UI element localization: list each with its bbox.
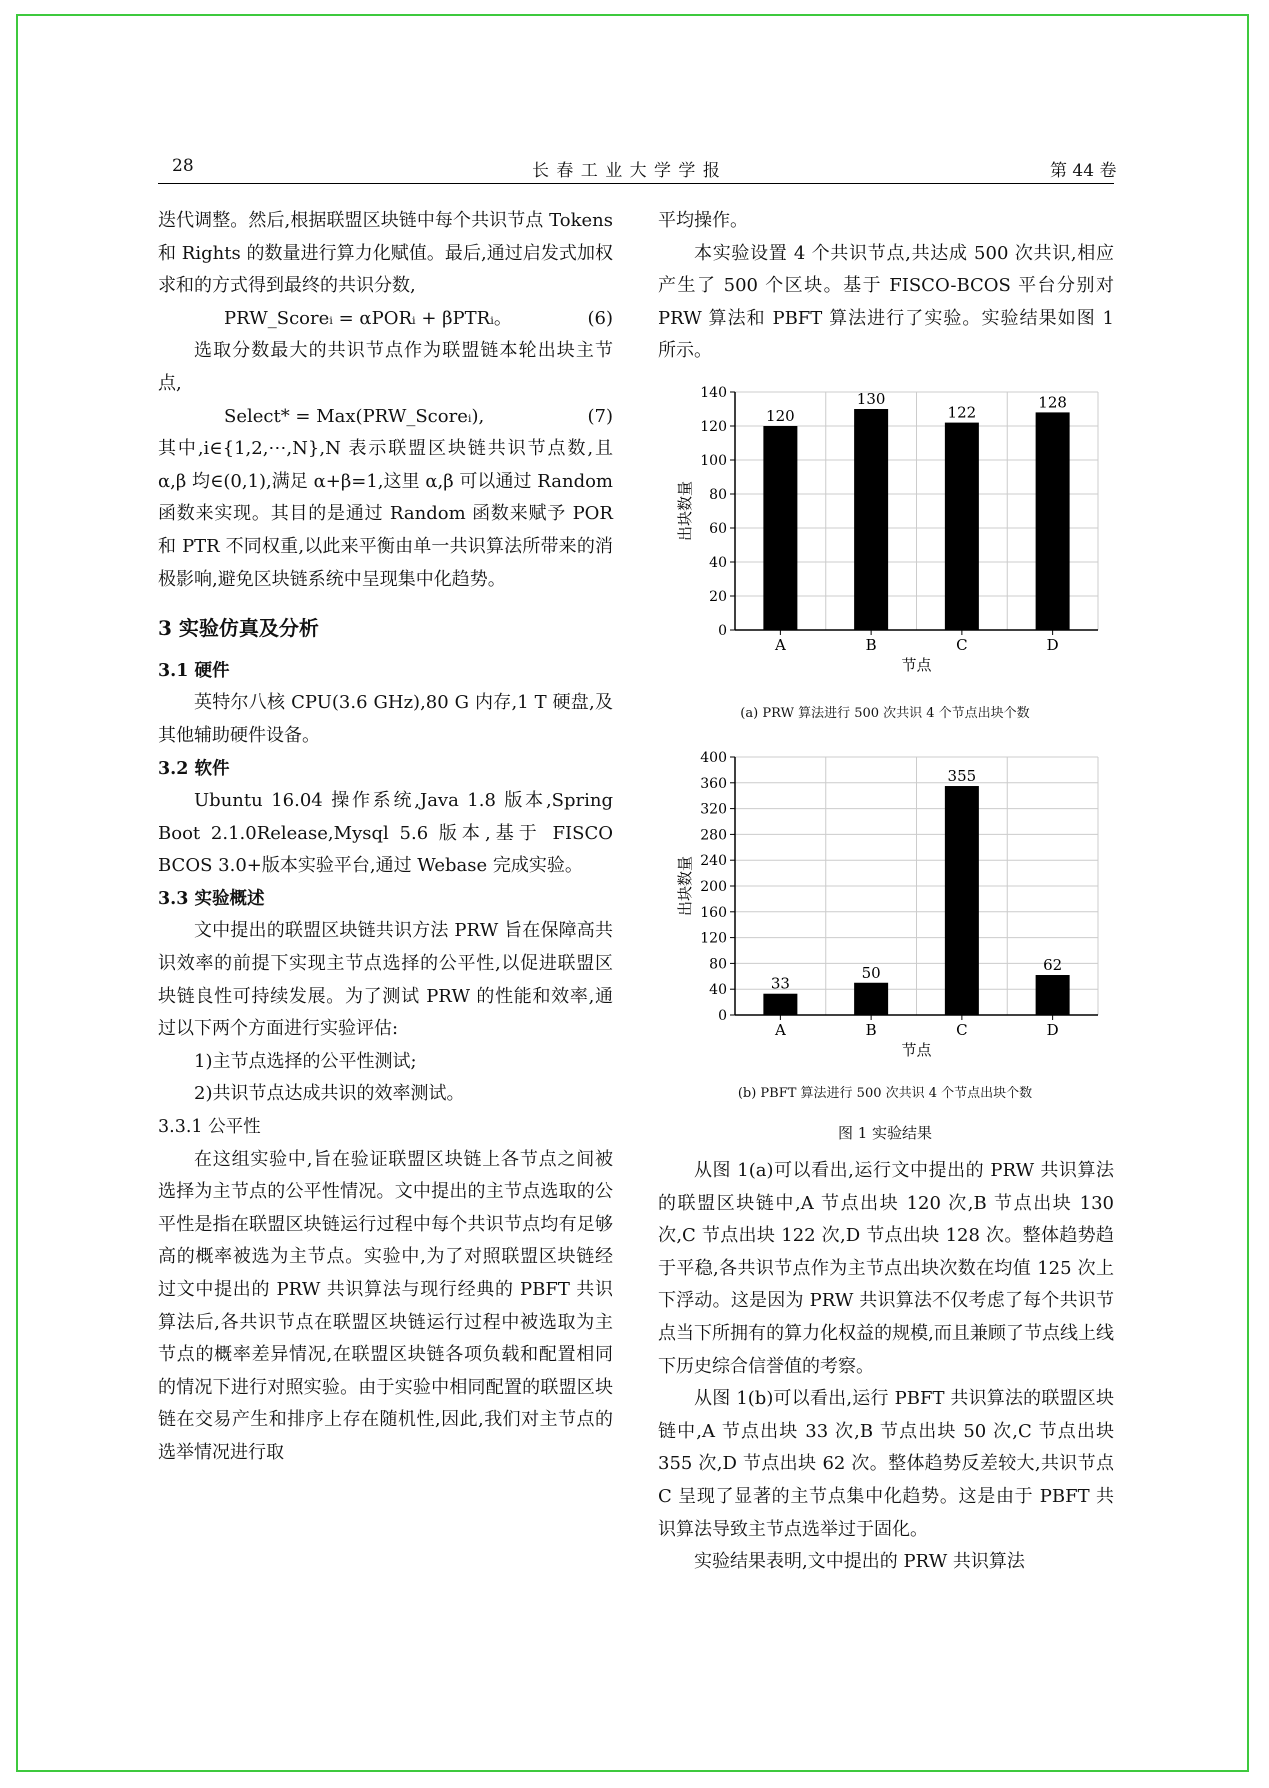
data-label: 130 [856,390,886,408]
paragraph-continued: 迭代调整。然后,根据联盟区块链中每个共识节点 Tokens 和 Rights 的数量进行算力化赋值。最后,通过启发式加权求和的方式得到最终的共识分数, [158,210,613,297]
data-label: 50 [861,963,881,982]
right-column-bottom [658,1155,1114,1579]
y-tick-label: 160 [700,904,727,921]
x-tick-label: D [1046,1021,1059,1039]
equation-body: Select* = Max(PRW_Scoreᵢ), [224,405,485,427]
y-tick-label: 240 [700,853,727,870]
y-tick-label: 40 [709,555,727,571]
subsection-heading: 3.1 硬件 [158,660,230,681]
x-tick-label: A [774,1021,786,1039]
bar [1036,975,1070,1015]
paragraph: 选取分数最大的共识节点作为联盟链本轮出块主节点, [158,340,613,394]
paragraph: 从图 1(a)可以看出,运行文中提出的 PRW 共识算法的联盟区块链中,A 节点出块 120 次,B 节点出块 130 次,C 节点出块 122 次,D 节点出块 128 次。整体趋势趋于平稳,各共识节点作为主节点出块次数在均值 125 次上下浮动。这是因为 PRW 共识算法不仅考虑了每个共识节点当下所拥有的算力化权益的规模,而且兼顾了节点线上线下历史综合信誉值的考察。 [658,1160,1114,1377]
left-column [158,205,613,1470]
y-tick-label: 100 [700,453,727,469]
page-number: 28 [172,156,194,176]
paragraph: 在这组实验中,旨在验证联盟区块链上各节点之间被选择为主节点的公平性情况。文中提出的主节点选取的公平性是指在联盟区块链运行过程中每个共识节点均有足够高的概率被选为主节点。实验中,为了对照联盟区块链经过文中提出的 PRW 共识算法与现行经典的 PBFT 共识算法后,各共识节点在联盟区块链运行过程中被选取为主节点的概率差异情况,在联盟区块链各项负载和配置相同的情况下进行对照实验。由于实验中相同配置的联盟区块链在交易产生和排序上存在随机性,因此,我们对主节点的选举情况进行取 [158,1148,613,1463]
y-tick-label: 120 [700,419,727,435]
y-tick-label: 400 [700,750,727,766]
equation [158,401,613,434]
bar [854,983,888,1015]
data-label: 122 [947,403,977,422]
paragraph: 文中提出的联盟区块链共识方法 PRW 旨在保障高共识效率的前提下实现主节点选择的公平性,以促进联盟区块链良性可持续发展。为了测试 PRW 的性能和效率,通过以下两个方面进行实验评估: [158,920,613,1040]
paragraph: 从图 1(b)可以看出,运行 PBFT 共识算法的联盟区块链中,A 节点出块 33 次,B 节点出块 50 次,C 节点出块 355 次,D 节点出块 62 次。整体趋势反差较大,共识节点 C 呈现了显著的主节点集中化趋势。这是由于 PBFT 共识算法导致主节点选举过于固化。 [658,1388,1114,1540]
x-tick-label: C [956,636,968,654]
paragraph-continued: 平均操作。 [658,210,748,231]
paragraph: 实验结果表明,文中提出的 PRW 共识算法 [694,1551,1025,1573]
section-heading: 3 实验仿真及分析 [158,616,319,641]
equation-body: PRW_Scoreᵢ = αPORᵢ + βPTRᵢ。 [224,307,512,329]
y-tick-label: 40 [709,982,727,999]
subsection-heading: 3.2 软件 [158,758,230,779]
y-tick-label: 80 [709,487,727,503]
y-tick-label: 280 [700,827,727,844]
chart-a-caption: (a) PRW 算法进行 500 次共识 4 个节点出块个数 [740,706,1030,721]
chart-b-caption: (b) PBFT 算法进行 500 次共识 4 个节点出块个数 [737,1086,1033,1101]
data-label: 120 [766,407,795,425]
paragraph-continued: 其中,i∈{1,2,⋯,N},N 表示联盟区块链共识节点数,且 α,β 均∈(0,1),满足 α+β=1,这里 α,β 可以通过 Random 函数来实现。其目的是通过 Random 函数来赋予 POR 和 PTR 不同权重,以此来平衡由单一共识算法所带来的消极影响,避免区块链系统中呈现集中化趋势。 [158,438,613,590]
data-label: 128 [1038,393,1067,412]
paragraph: 1)主节点选择的公平性测试; [194,1050,417,1072]
y-tick-label: 120 [700,930,727,947]
equation-number: (7) [587,405,613,427]
volume-label: 第 44 卷 [1050,161,1117,181]
chart-a [660,380,1110,690]
x-tick-label: C [956,1021,968,1039]
chart-b [660,745,1110,1075]
y-tick-label: 0 [718,1008,727,1024]
paragraph: 2)共识节点达成共识的效率测试。 [194,1083,465,1105]
y-axis-label: 出块数量 [676,480,694,542]
x-tick-label: B [865,636,877,654]
x-tick-label: B [865,1021,877,1039]
x-axis-label: 节点 [901,656,932,674]
x-axis-label: 节点 [901,1041,932,1059]
journal-title: 长 春 工 业 大 学 学 报 [532,161,721,181]
y-tick-label: 0 [718,623,727,639]
paragraph: 本实验设置 4 个共识节点,共达成 500 次共识,相应产生了 500 个区块。基于 FISCO-BCOS 平台分别对 PRW 算法和 PBFT 算法进行了实验。实验结果如图 1 所示。 [658,242,1114,362]
y-tick-label: 80 [709,956,727,973]
y-tick-label: 20 [709,589,727,605]
y-tick-label: 320 [700,801,727,818]
header-rule [158,183,1114,184]
bar [945,423,979,630]
y-tick-label: 200 [700,879,727,895]
bar [854,409,888,630]
bar [763,426,797,630]
subsection-heading: 3.3 实验概述 [158,888,265,909]
bar [763,994,797,1015]
y-axis-label: 出块数量 [676,855,694,917]
y-tick-label: 360 [700,775,727,792]
data-label: 62 [1043,956,1063,975]
x-tick-label: A [774,636,786,654]
y-tick-label: 60 [709,521,727,537]
paragraph: Ubuntu 16.04 操作系统,Java 1.8 版本,Spring Boot 2.1.0Release,Mysql 5.6 版本,基于 FISCO BCOS 3.0+版本实验平台,通过 Webase 完成实验。 [158,790,613,877]
data-label: 355 [947,767,977,786]
figure-caption: 图 1 实验结果 [837,1124,933,1142]
equation-number: (6) [587,307,613,329]
y-tick-label: 140 [700,385,727,401]
right-column-top [658,205,1114,368]
paragraph: 英特尔八核 CPU(3.6 GHz),80 G 内存,1 T 硬盘,及其他辅助硬件设备。 [158,692,613,746]
bar [945,786,979,1015]
data-label: 33 [770,974,790,993]
x-tick-label: D [1046,636,1059,654]
bar [1036,412,1070,630]
subsubsection-heading: 3.3.1 公平性 [158,1117,261,1138]
equation [158,303,613,336]
